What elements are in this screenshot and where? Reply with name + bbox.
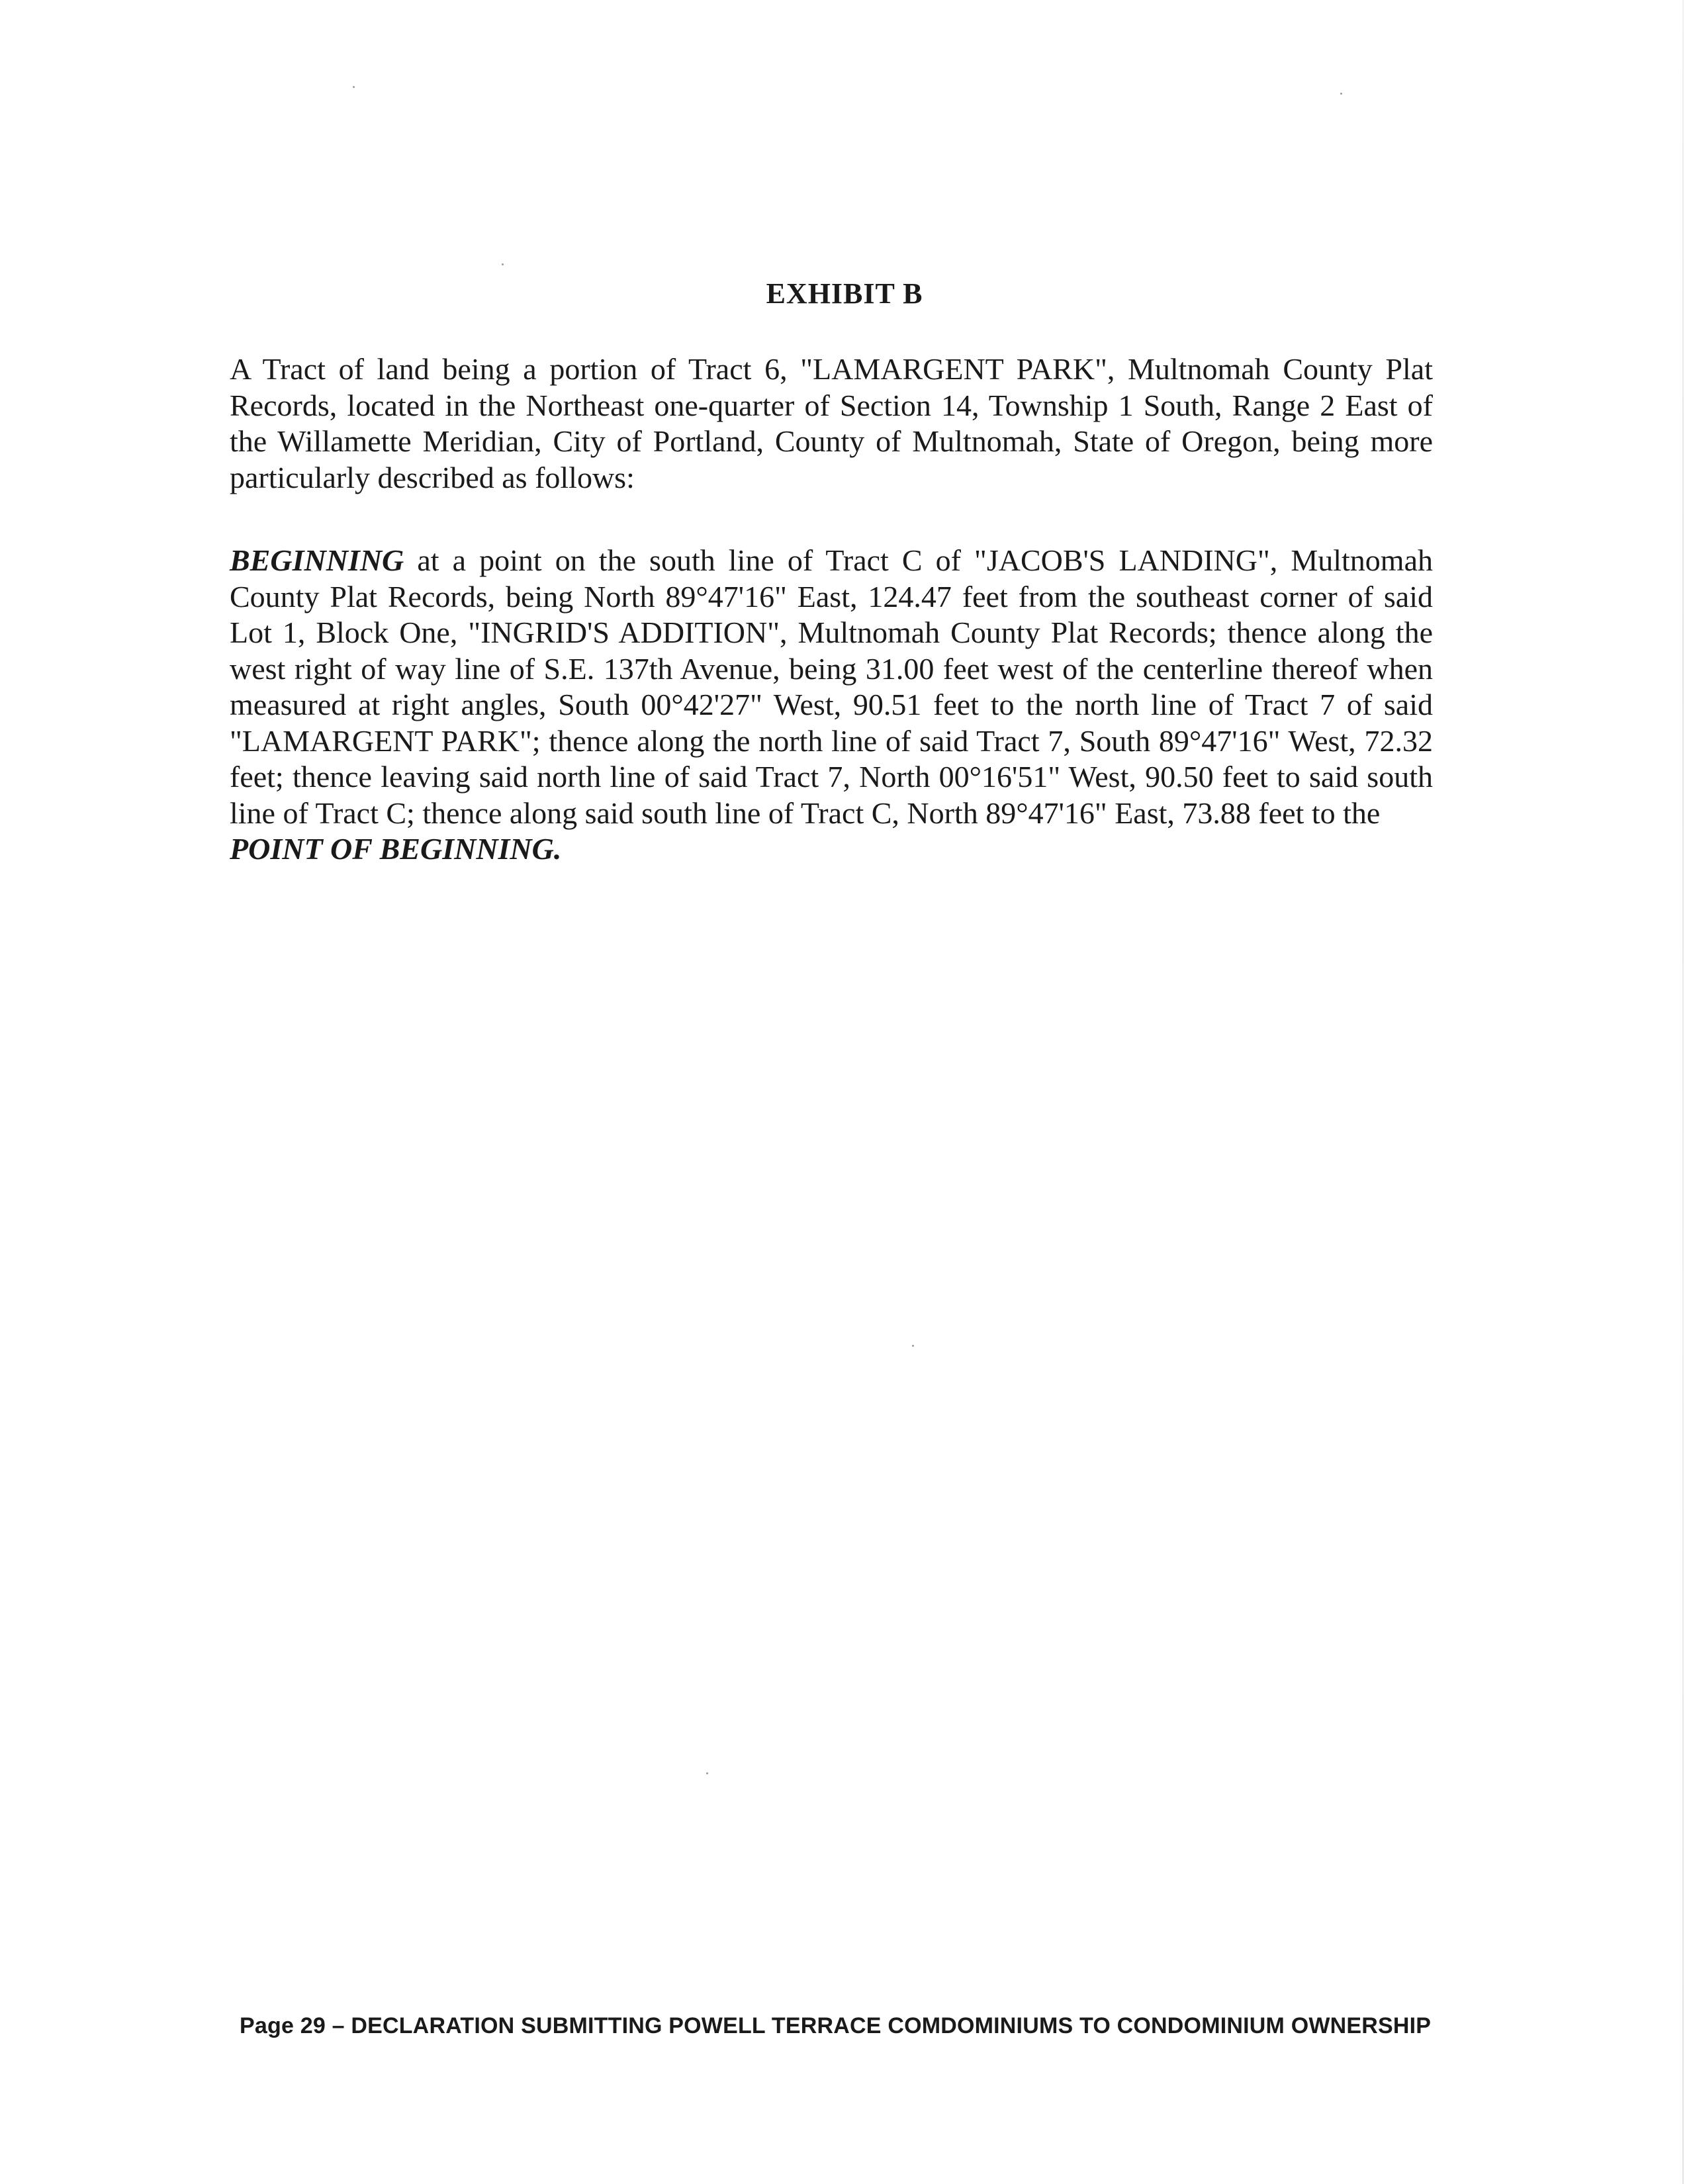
legal-description-paragraph: [230, 543, 1433, 868]
beginning-lead: BEGINNING: [230, 543, 404, 577]
point-of-beginning: POINT OF BEGINNING.: [230, 832, 562, 866]
scan-speck: [353, 86, 355, 88]
page-footer: Page 29 – DECLARATION SUBMITTING POWELL TERRACE COMDOMINIUMS TO CONDOMINIUM OWNERSHIP: [240, 2013, 1432, 2038]
scan-speck: [912, 1345, 914, 1347]
exhibit-title: EXHIBIT B: [766, 277, 923, 310]
scan-edge: [1682, 0, 1684, 2184]
legal-description-body: at a point on the south line of Tract C of "JACOB'S LANDING", Multnomah County Plat Records, being North 89°47'16" East, 124.47 feet from the southeast corner of said Lot 1, Block One, "INGRID'S ADDITION", Multnomah County Plat Records; thence along the west right of way line of S.E. 137th Avenue, being 31.00 feet west of the centerline thereof when measured at right angles, South 00°42'27" West, 90.51 feet to the north line of Tract 7 of said "LAMARGENT PARK"; thence along the north line of said Tract 7, South 89°47'16" West, 72.32 feet; thence leaving said north line of said Tract 7, North 00°16'51" West, 90.50 feet to said south line of Tract C; thence along said south line of Tract C, North 89°47'16" East, 73.88 feet to the: [230, 543, 1433, 830]
tract-description-paragraph: A Tract of land being a portion of Tract 6, "LAMARGENT PARK", Multnomah County Plat Records, located in the Northeast one-quarter of Section 14, Township 1 South, Range 2 East of the Willamette Meridian, City of Portland, County of Multnomah, State of Oregon, being more particularly described as follows:: [230, 352, 1433, 494]
scan-speck: [1340, 93, 1342, 95]
scan-speck: [706, 1772, 708, 1774]
scan-speck: [502, 263, 504, 265]
